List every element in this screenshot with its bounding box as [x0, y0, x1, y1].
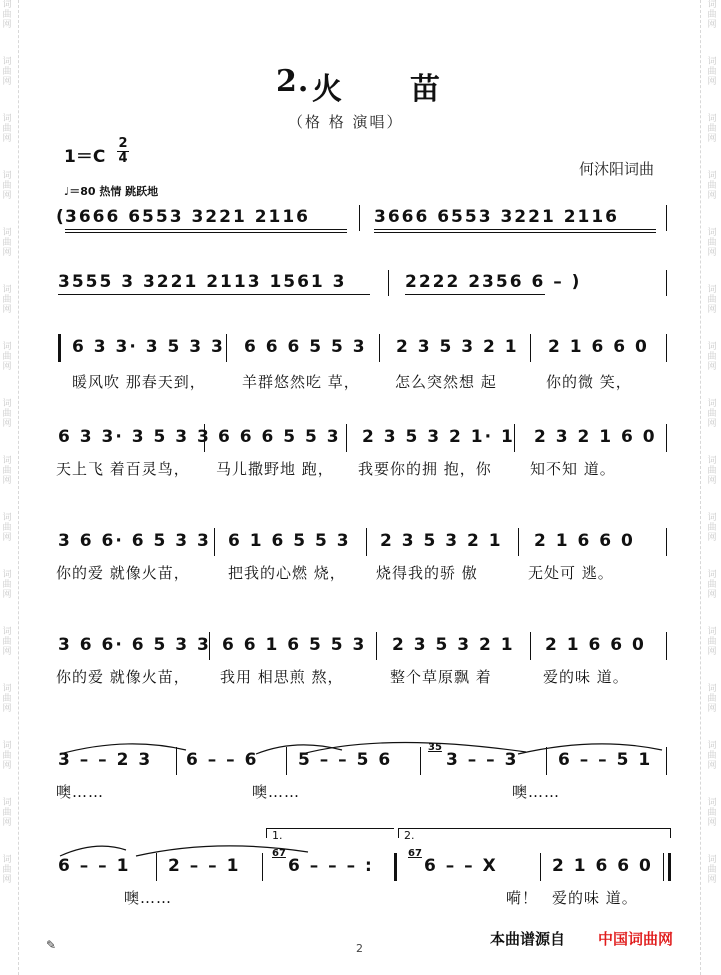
watermark-text: 词曲网 — [2, 684, 12, 714]
v4-m1-notes: 3 6 6· 6 5 3 3 — [58, 635, 211, 655]
barline — [666, 424, 667, 452]
watermark-text: 词曲网 — [2, 513, 12, 543]
v2-m1-notes: 6 3 3· 3 5 3 3 — [58, 427, 211, 447]
final-barline-thick — [668, 853, 671, 881]
volta-2-bracket — [398, 828, 670, 829]
barline — [666, 205, 667, 231]
barline — [156, 853, 157, 881]
watermark-text: 词曲网 — [707, 171, 717, 201]
barline — [286, 747, 287, 775]
coda-m4: 3 – – 3 — [446, 750, 519, 770]
coda-m9: 6 – – X — [424, 856, 498, 876]
barline — [666, 747, 667, 775]
coda-m6: 6 – – 1 — [58, 856, 131, 876]
beam — [58, 294, 370, 295]
v4-m4-lyric: 爱的味 道。 — [543, 668, 629, 686]
watermark-text: 词曲网 — [2, 456, 12, 486]
barline — [666, 528, 667, 556]
beam — [374, 232, 656, 233]
watermark-text: 词曲网 — [2, 798, 12, 828]
volta-2-end-hook — [670, 828, 671, 838]
watermark-text: 词曲网 — [707, 684, 717, 714]
watermark-text: 词曲网 — [707, 285, 717, 315]
barline — [379, 334, 380, 362]
watermark-text: 词曲网 — [2, 228, 12, 258]
volta-2-label: 2. — [404, 829, 415, 842]
v1-m4-notes: 2 1 6 6 0 — [548, 337, 649, 357]
watermark-text: 词曲网 — [707, 399, 717, 429]
coda-r1-lyric-2: 噢…… — [252, 783, 301, 801]
barline — [666, 632, 667, 660]
watermark-left — [0, 0, 14, 975]
intro-r1-m1: 3666 6553 3221 2116 — [65, 207, 311, 227]
watermark-text: 词曲网 — [2, 627, 12, 657]
watermark-text: 词曲网 — [707, 627, 717, 657]
barline — [546, 747, 547, 775]
volta-1-hook — [266, 828, 267, 838]
intro-open-paren: ( — [56, 207, 66, 227]
intro-r2-m2: 2222 2356 6 – ) — [405, 272, 582, 292]
watermark-text: 词曲网 — [2, 285, 12, 315]
v1-m4-lyric: 你的微 笑， — [546, 373, 632, 391]
v3-m4-notes: 2 1 6 6 0 — [534, 531, 635, 551]
barline — [540, 853, 541, 881]
watermark-text: 词曲网 — [2, 114, 12, 144]
barline — [204, 424, 205, 452]
barline — [176, 747, 177, 775]
title-number: 2. — [276, 64, 310, 99]
intro-r2-m1: 3555 3 3221 2113 1561 3 — [58, 272, 347, 292]
watermark-text: 词曲网 — [2, 171, 12, 201]
v1-m3-notes: 2 3 5 3 2 1 — [396, 337, 519, 357]
barline — [530, 334, 531, 362]
v4-m3-notes: 2 3 5 3 2 1 — [392, 635, 515, 655]
barline — [530, 632, 531, 660]
barline — [666, 270, 667, 296]
time-signature — [117, 138, 129, 165]
v1-m2-notes: 6 6 6 5 5 3 — [244, 337, 367, 357]
beam — [65, 232, 347, 233]
credits: 何沐阳词曲 — [579, 160, 655, 178]
v1-m2-lyric: 羊群悠然吃 草， — [242, 373, 360, 391]
watermark-text: 词曲网 — [2, 399, 12, 429]
coda-r2-lyric-1: 噢…… — [124, 889, 173, 907]
barline — [388, 270, 389, 296]
watermark-text: 词曲网 — [2, 57, 12, 87]
repeat-end-barline — [394, 853, 397, 881]
intro-r1-m2: 3666 6553 3221 2116 — [374, 207, 620, 227]
barline — [666, 334, 667, 362]
watermark-text: 词曲网 — [707, 342, 717, 372]
coda-r1-lyric-3: 噢…… — [512, 783, 561, 801]
watermark-text: 词曲网 — [707, 741, 717, 771]
watermark-text: 词曲网 — [707, 114, 717, 144]
v3-m2-lyric: 把我的心燃 烧， — [228, 564, 346, 582]
coda-m10: 2 1 6 6 0 — [552, 856, 653, 876]
grace-note: 67 — [272, 848, 286, 859]
coda-m3: 5 – – 5 6 — [298, 750, 393, 770]
barline — [359, 205, 360, 231]
watermark-text: 词曲网 — [2, 741, 12, 771]
coda-r2-lyric-2: 嗬！ — [506, 889, 539, 907]
watermark-text: 词曲网 — [707, 798, 717, 828]
page-number: 2 — [356, 942, 363, 955]
barline — [366, 528, 367, 556]
pen-icon: ✎ — [46, 938, 57, 952]
v2-m4-lyric: 知不知 道。 — [530, 460, 616, 478]
v3-m1-lyric: 你的爱 就像火苗， — [56, 564, 190, 582]
v3-m2-notes: 6 1 6 5 5 3 — [228, 531, 351, 551]
watermark-right — [705, 0, 719, 975]
v2-m3-lyric: 我要你的拥 抱，你 — [358, 460, 492, 478]
coda-m7: 2 – – 1 — [168, 856, 241, 876]
volta-1-bracket — [266, 828, 394, 829]
volta-1-label: 1. — [272, 829, 283, 842]
grace-note: 67 — [408, 848, 422, 859]
watermark-text: 词曲网 — [707, 228, 717, 258]
v4-m3-lyric: 整个草原飘 着 — [390, 668, 492, 686]
coda-m5: 6 – – 5 1 — [558, 750, 653, 770]
v4-m2-lyric: 我用 相思煎 熬， — [220, 668, 344, 686]
watermark-text: 词曲网 — [707, 513, 717, 543]
barline — [226, 334, 227, 362]
v1-m1-notes: 6 3 3· 3 5 3 3 — [72, 337, 225, 357]
barline — [420, 747, 421, 775]
v3-m1-notes: 3 6 6· 6 5 3 3 — [58, 531, 211, 551]
coda-r2-lyric-3: 爱的味 道。 — [552, 889, 638, 907]
watermark-text: 词曲网 — [707, 855, 717, 885]
v4-m2-notes: 6 6 1 6 5 5 3 — [222, 635, 367, 655]
coda-r1-lyric-1: 噢…… — [56, 783, 105, 801]
v3-m3-notes: 2 3 5 3 2 1 — [380, 531, 503, 551]
barline — [518, 528, 519, 556]
watermark-text: 词曲网 — [707, 57, 717, 87]
key-signature: 1＝C — [64, 147, 106, 167]
coda-m8: 6 – – – : — [288, 856, 374, 876]
barline — [346, 424, 347, 452]
v4-m4-notes: 2 1 6 6 0 — [545, 635, 646, 655]
beam — [374, 229, 656, 230]
coda-m2: 6 – – 6 — [186, 750, 259, 770]
beam — [405, 294, 545, 295]
v3-m4-lyric: 无处可 逃。 — [528, 564, 614, 582]
performer: （格 格 演唱） — [288, 113, 404, 131]
barline — [514, 424, 515, 452]
v4-m1-lyric: 你的爱 就像火苗， — [56, 668, 190, 686]
repeat-start-barline — [58, 334, 61, 362]
v1-m3-lyric: 怎么突然想 起 — [395, 373, 497, 391]
v2-m1-lyric: 天上飞 着百灵鸟， — [56, 460, 190, 478]
barline — [214, 528, 215, 556]
footer-source-label: 本曲谱源自 — [490, 930, 566, 948]
watermark-text: 词曲网 — [707, 456, 717, 486]
right-divider — [700, 0, 701, 975]
grace-note: 35 — [428, 742, 442, 753]
time-top: 2 — [118, 136, 128, 151]
watermark-text: 词曲网 — [2, 0, 12, 30]
tempo-marking: ♩＝80 热情 跳跃地 — [64, 185, 159, 198]
barline — [209, 632, 210, 660]
v1-m1-lyric: 暖风吹 那春天到， — [72, 373, 206, 391]
v2-m3-notes: 2 3 5 3 2 1· 1 — [362, 427, 515, 447]
time-bottom: 4 — [118, 151, 128, 166]
v2-m2-notes: 6 6 6 5 5 3 — [218, 427, 341, 447]
v2-m2-lyric: 马儿撒野地 跑， — [216, 460, 334, 478]
barline — [262, 853, 263, 881]
left-divider — [18, 0, 19, 975]
barline — [376, 632, 377, 660]
watermark-text: 词曲网 — [707, 570, 717, 600]
final-barline-thin — [663, 853, 664, 881]
title-char-2: 苗 — [410, 72, 440, 107]
watermark-text: 词曲网 — [2, 570, 12, 600]
watermark-text: 词曲网 — [2, 342, 12, 372]
volta-2-hook — [398, 828, 399, 838]
footer-site-name[interactable]: 中国词曲网 — [598, 930, 674, 948]
v2-m4-notes: 2 3 2 1 6 0 — [534, 427, 657, 447]
beam — [65, 229, 347, 230]
v3-m3-lyric: 烧得我的骄 傲 — [376, 564, 478, 582]
watermark-text: 词曲网 — [2, 855, 12, 885]
coda-m1: 3 – – 2 3 — [58, 750, 153, 770]
title-char-1: 火 — [312, 72, 342, 107]
watermark-text: 词曲网 — [707, 0, 717, 30]
